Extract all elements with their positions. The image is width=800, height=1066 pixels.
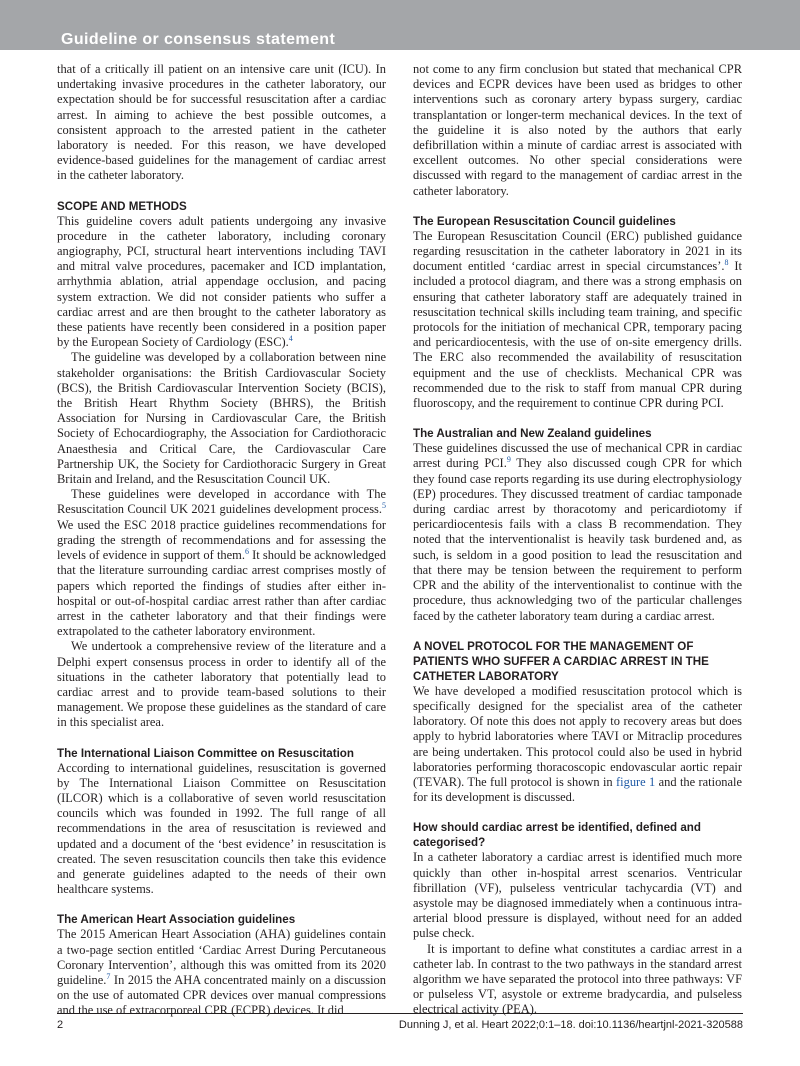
- paragraph: We have developed a modified resuscitation protocol which is specifically designed for the specialist area of the catheter laboratory. Of note this does not apply to recovery areas but does apply to hybrid laboratories where TAVI or Mitraclip procedures are being undertaken. This protocol could also be used in hybrid laboratories performing thoracoscopic endovascular aortic repair (TEVAR). The full protocol is shown in figure 1 and the rationale for its development is discussed.: [413, 683, 742, 805]
- section-heading-scope: SCOPE AND METHODS: [57, 199, 187, 213]
- reference-link[interactable]: 8: [724, 258, 729, 268]
- paragraph: not come to any firm conclusion but stated that mechanical CPR devices and ECPR devices have been used as bridges to other interventions such as coronary artery bypass surgery, cardiac transplantation or longer-term mechanical devices. In the text of the guideline it is also noted by the authors that early defibrillation within a minute of cardiac arrest is associated with excellent outcomes. No other special considerations were discussed with regard to the management of cardiac arrest in the catheter laboratory.: [413, 62, 742, 198]
- paragraph: In a catheter laboratory a cardiac arrest is identified much more quickly than other in-hospital arrest scenarios. Ventricular fibrillation (VF), pulseless ventricular tachycardia (VT) and asystole may be diagnosed immediately when a continuous intra-arterial blood pressure is displayed, without need for an added pulse check.: [413, 850, 742, 941]
- subsection-heading-identify: How should cardiac arrest be identified, defined and categorised?: [413, 821, 701, 850]
- footer-citation: Dunning J, et al. Heart 2022;0:1–18. doi:10.1136/heartjnl-2021-320588: [398, 1019, 743, 1031]
- footer-divider: [57, 1013, 743, 1014]
- section-heading-novel-protocol: A NOVEL PROTOCOL FOR THE MANAGEMENT OF PATIENTS WHO SUFFER A CARDIAC ARREST IN THE CATHETER LABORATORY: [413, 639, 709, 683]
- subsection-heading-erc: The European Resuscitation Council guidelines: [413, 214, 676, 228]
- reference-link[interactable]: 9: [506, 455, 511, 465]
- paragraph: We undertook a comprehensive review of the literature and a Delphi expert consensus process in order to identify all of the situations in the catheter laboratory that potentially lead to cardiac arrest and to provide team-based solutions to their management. We propose these guidelines as the standard of care in this specialist area.: [57, 639, 386, 730]
- paragraph: The 2015 American Heart Association (AHA) guidelines contain a two-page section entitled ‘Cardiac Arrest During Percutaneous Coronary Intervention’, although this was omitted from its 2020 guideline.$^7$ In 2015 the AHA concentrated mainly on a discussion on the use of automated CPR devices over manual compressions and the use of extracorporeal CPR (ECPR) devices. It did: [57, 927, 386, 1018]
- paragraph: According to international guidelines, resuscitation is governed by The International Liaison Committee on Resuscitation (ILCOR) which is a collaborative of seven world resuscitation councils which was founded in 1992. The full range of all recommendations in the area of resuscitation is reviewed and updated and a document of the ‘best evidence’ in resuscitation is created. The seven resuscitation councils then take this evidence and generate guidelines adapted to the needs of their own healthcare systems.: [57, 760, 386, 897]
- reference-link[interactable]: 4: [288, 334, 293, 344]
- reference-link[interactable]: 6: [244, 546, 249, 556]
- reference-link[interactable]: 5: [382, 501, 386, 511]
- left-column: [57, 62, 386, 1019]
- paragraph: It is important to define what constitutes a cardiac arrest in a catheter lab. In contrast to the two pathways in the standard arrest algorithm we have separated the protocol into three pathways: VF or pulseless VT, asystole or extreme bradycardia, and pulseless electrical activity (PEA).: [413, 941, 742, 1017]
- paragraph: These guidelines discussed the use of mechanical CPR in cardiac arrest during PCI.$^9$ They also discussed cough CPR for which they found case reports regarding its use during electrophysiology (EP) procedures. They discussed treatment of cardiac tamponade during cardiac arrest by thoracotomy and pericardiotomy if pericardiocentesis fails with a class B recommendation. They noted that the interventionalist is heavily task burdened and, as such, is seldom in a good position to lead the resuscitation and that there may be tension between the requirement to perform CPR and the ability of the interventionalist to continue with the procedure, thus acknowledging two of the particular challenges faced by the catheter laboratory team during a cardiac arrest.: [413, 441, 743, 623]
- running-header-title: Guideline or consensus statement: [61, 31, 336, 48]
- paragraph: This guideline covers adult patients undergoing any invasive procedure in the catheter laboratory, including coronary angiography, PCI, structural heart interventions including TAVI and mitral valve procedures, pacemaker and ICD implantation, arrhythmia ablation, atrial appendage occlusion, and pacing system extraction. We did not consider patients who suffer a cardiac arrest and are then brought to the catheter laboratory as these patients have recently been considered in a position paper by the European Society of Cardiology (ESC).$^4$: [57, 213, 386, 350]
- subsection-heading-anz: The Australian and New Zealand guidelines: [413, 427, 652, 441]
- right-column: [413, 62, 742, 1018]
- figure-link[interactable]: figure 1: [616, 774, 656, 789]
- paragraph: that of a critically ill patient on an intensive care unit (ICU). In undertaking invasive procedures in the catheter laboratory, our expectation should be for successful resuscitation after a cardiac arrest. In aiming to achieve the best possible outcomes, a consistent approach to the arrested patient in the catheter laboratory is needed. For this reason, we have developed evidence-based guidelines for the management of cardiac arrest in the catheter laboratory.: [57, 62, 386, 183]
- subsection-heading-ilcor: The International Liaison Committee on Resuscitation: [57, 746, 354, 760]
- paragraph: These guidelines were developed in accordance with The Resuscitation Council UK 2021 guidelines development process.$^5$ We used the ESC 2018 practice guidelines recommendations for grading the strength of recommendations and for assessing the levels of evidence in support of them.$^6$ It should be acknowledged that the literature surrounding cardiac arrest comprises mostly of papers which reported the findings of studies after either in-hospital or out-of-hospital cardiac arrest rather than after cardiac arrest in the catheter laboratory and that their findings were extrapolated to the catheter laboratory environment.: [57, 487, 386, 639]
- paragraph: The European Resuscitation Council (ERC) published guidance regarding resuscitation in the catheter laboratory in 2021 in its document entitled ‘cardiac arrest in special circumstances’.$^8$ It included a protocol diagram, and there was a strong emphasis on ensuring that catheter laboratory staff are adequately trained in resuscitation technical skills including team training, and specific protocols for the initiation of mechanical CPR, temporary pacing and pericardiocentesis, with the use of on-site emergency drills. The ERC also recommended the availability of resuscitation equipment and the use of checklists. Mechanical CPR was recommended due to the risk to staff from manual CPR during fluoroscopy, and the requirement to continue CPR during PCI.: [413, 228, 742, 411]
- running-header-bar: [0, 0, 800, 50]
- reference-link[interactable]: 7: [106, 971, 111, 981]
- page-number: 2: [57, 1019, 64, 1031]
- paragraph: The guideline was developed by a collaboration between nine stakeholder organisations: the British Cardiovascular Society (BCS), the British Cardiovascular Intervention Society (BCIS), the British Heart Rhythm Society (BHRS), the British Association for Nursing in Cardiovascular Care, the British Society of Echocardiography, the Association for Cardiothoracic Anaesthesia and Critical Care, the Cardiovascular Care Partnership UK, the Society for Cardiothoracic Surgery in Great Britain and Ireland, and the Resuscitation Council UK.: [57, 350, 386, 487]
- subsection-heading-aha: The American Heart Association guidelines: [57, 913, 296, 927]
